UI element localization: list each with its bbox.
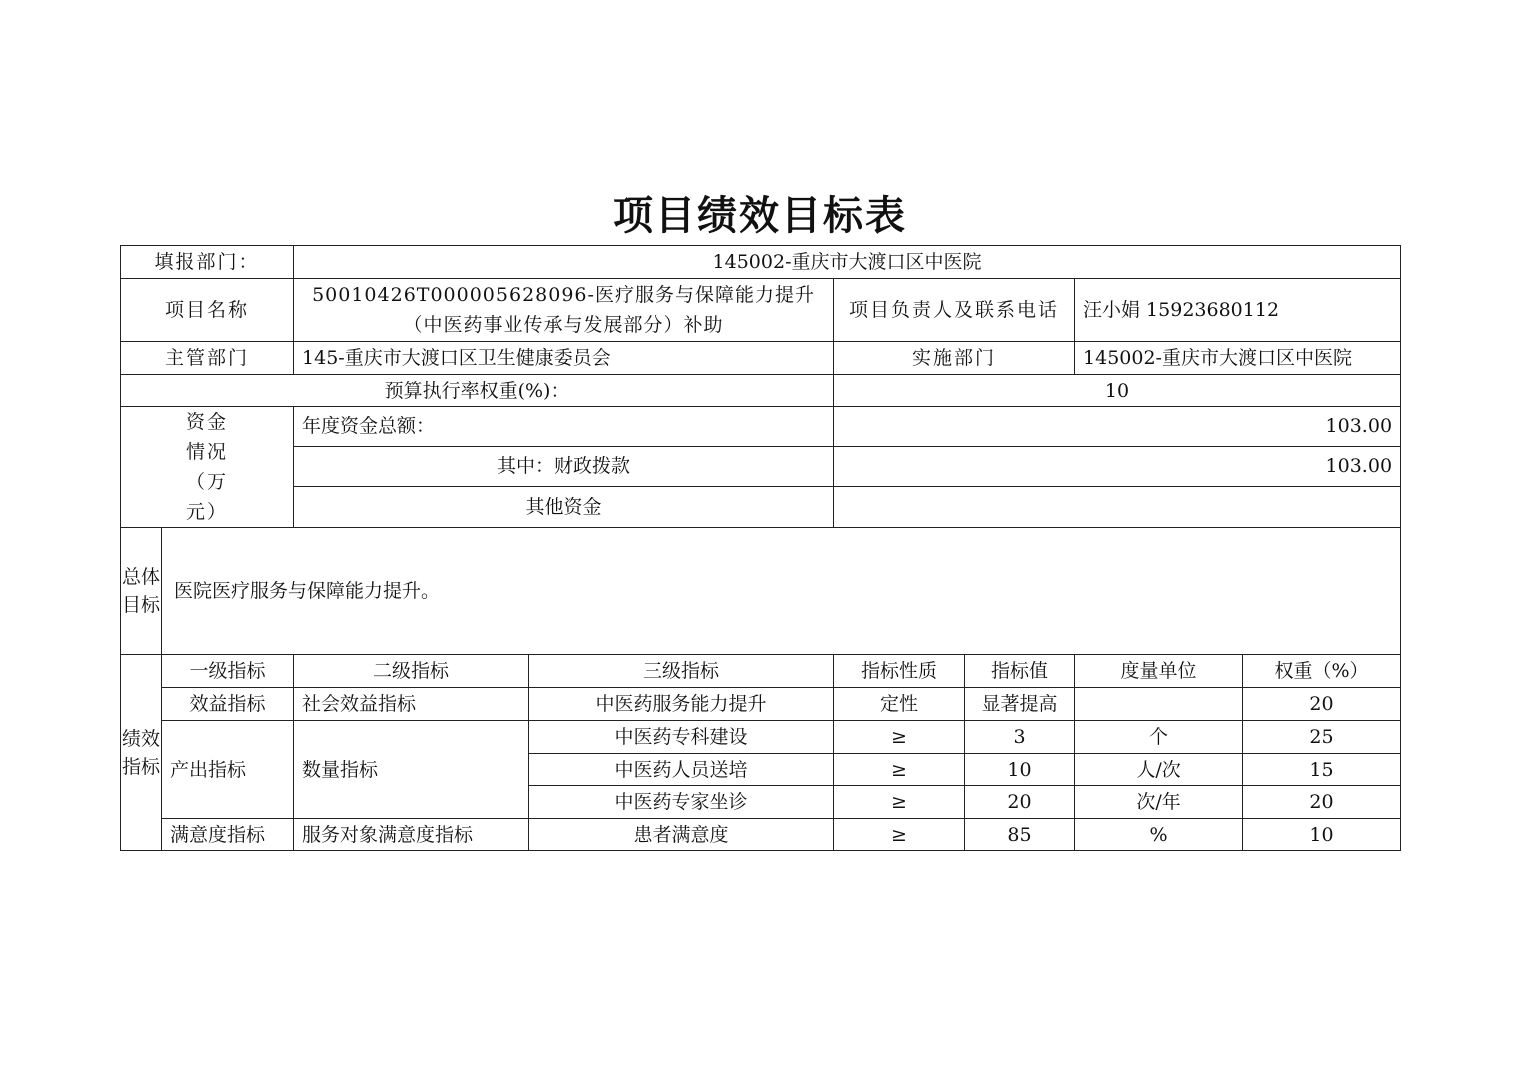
indicator-nature: ≥ [834, 819, 965, 851]
dept-label: 填报部门： [121, 246, 294, 279]
header-level2: 二级指标 [294, 655, 529, 688]
funds-fiscal-row [121, 446, 1401, 487]
dept-value: 145002-重庆市大渡口区中医院 [294, 246, 1401, 279]
table-row [121, 688, 1401, 721]
project-name-value: 50010426T000005628096-医疗服务与保障能力提升（中医药事业传承与发展部分）补助 [294, 279, 834, 342]
budget-weight-label: 预算执行率权重(%)： [121, 375, 834, 407]
indicator-unit: 个 [1075, 721, 1243, 754]
indicator-value: 85 [965, 819, 1075, 851]
project-name-label: 项目名称 [121, 279, 294, 342]
indicator-weight: 10 [1243, 819, 1401, 851]
funds-annual-value: 103.00 [834, 407, 1401, 447]
indicator-level3: 中医药专科建设 [529, 721, 834, 754]
indicator-nature: ≥ [834, 786, 965, 819]
indicator-nature: ≥ [834, 721, 965, 754]
header-weight: 权重（%） [1243, 655, 1401, 688]
indicator-level3: 患者满意度 [529, 819, 834, 851]
indicator-weight: 20 [1243, 688, 1401, 721]
contact-label: 项目负责人及联系电话 [834, 279, 1075, 342]
indicator-unit [1075, 688, 1243, 721]
overall-goal-row [121, 528, 1401, 655]
indicator-value: 显著提高 [965, 688, 1075, 721]
overall-goal-label: 总体目标 [121, 528, 162, 655]
indicator-weight: 15 [1243, 754, 1401, 786]
indicator-unit: % [1075, 819, 1243, 851]
indicator-value: 20 [965, 786, 1075, 819]
table-row [121, 819, 1401, 851]
funds-annual-row [121, 407, 1401, 447]
indicator-level2: 数量指标 [294, 721, 529, 819]
impl-dept-value: 145002-重庆市大渡口区中医院 [1075, 342, 1401, 375]
indicator-level3: 中医药人员送培 [529, 754, 834, 786]
dept-row [121, 246, 1401, 279]
supervisor-row [121, 342, 1401, 375]
indicator-unit: 人/次 [1075, 754, 1243, 786]
header-nature: 指标性质 [834, 655, 965, 688]
funds-other-row [121, 487, 1401, 528]
impl-dept-label: 实施部门 [834, 342, 1075, 375]
funds-fiscal-value: 103.00 [834, 446, 1401, 487]
indicator-nature: ≥ [834, 754, 965, 786]
funds-annual-label: 年度资金总额： [294, 407, 834, 447]
indicator-weight: 20 [1243, 786, 1401, 819]
indicator-level1: 效益指标 [162, 688, 294, 721]
indicator-value: 10 [965, 754, 1075, 786]
budget-weight-row [121, 375, 1401, 407]
performance-indicators-label: 绩效指标 [121, 655, 162, 851]
supervisor-label: 主管部门 [121, 342, 294, 375]
indicator-level1: 满意度指标 [162, 819, 294, 851]
supervisor-value: 145-重庆市大渡口区卫生健康委员会 [294, 342, 834, 375]
indicator-nature: 定性 [834, 688, 965, 721]
indicator-level1: 产出指标 [162, 721, 294, 819]
funds-fiscal-label: 其中：财政拨款 [294, 446, 834, 487]
indicator-weight: 25 [1243, 721, 1401, 754]
indicator-level2: 社会效益指标 [294, 688, 529, 721]
contact-value: 汪小娟 15923680112 [1075, 279, 1401, 342]
header-level3: 三级指标 [529, 655, 834, 688]
header-value: 指标值 [965, 655, 1075, 688]
funds-other-value [834, 487, 1401, 528]
table-row [121, 721, 1401, 754]
page-title: 项目绩效目标表 [613, 192, 907, 239]
header-level1: 一级指标 [162, 655, 294, 688]
indicator-header-row [121, 655, 1401, 688]
budget-weight-value: 10 [834, 375, 1401, 407]
header-unit: 度量单位 [1075, 655, 1243, 688]
overall-goal-text: 医院医疗服务与保障能力提升。 [162, 528, 1401, 655]
project-name-row [121, 279, 1401, 342]
funds-label: 资金情况（万元） [121, 407, 294, 528]
performance-form-table [120, 245, 1401, 851]
indicator-level2: 服务对象满意度指标 [294, 819, 529, 851]
funds-other-label: 其他资金 [294, 487, 834, 528]
indicator-value: 3 [965, 721, 1075, 754]
indicator-level3: 中医药专家坐诊 [529, 786, 834, 819]
indicator-unit: 次/年 [1075, 786, 1243, 819]
indicator-level3: 中医药服务能力提升 [529, 688, 834, 721]
